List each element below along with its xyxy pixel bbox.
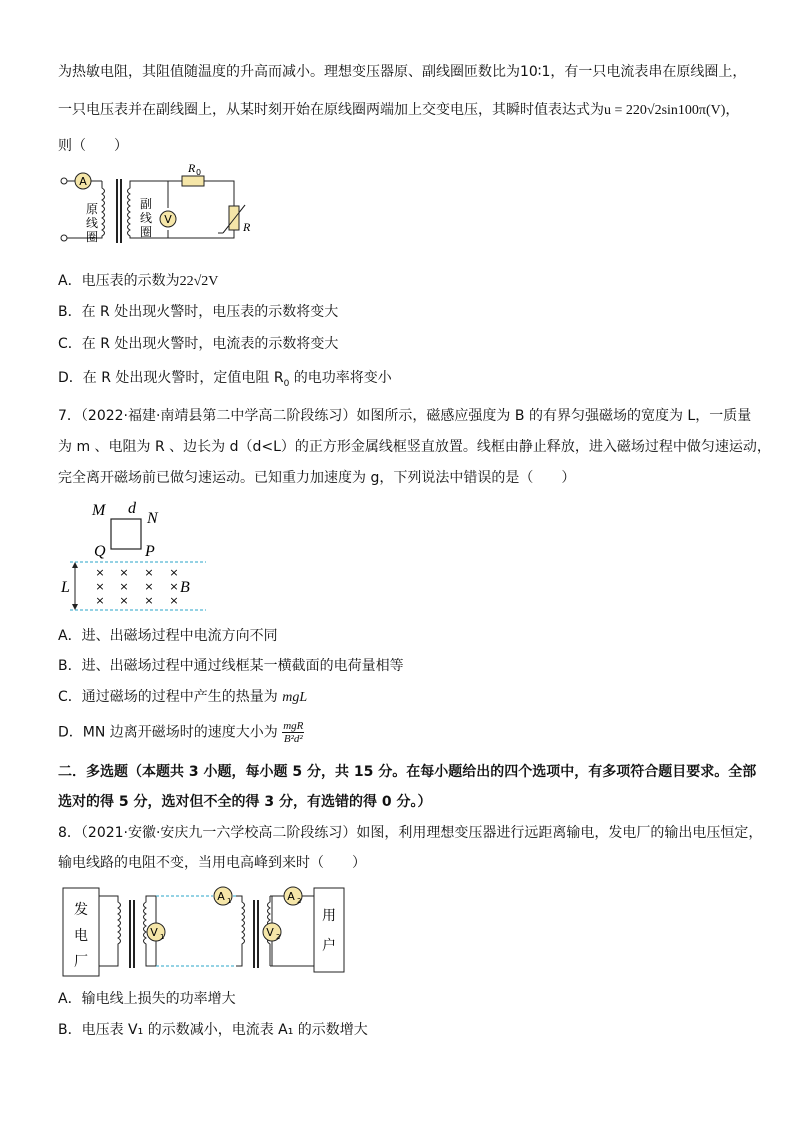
- q7-option-d-denominator: B²d²: [283, 733, 303, 745]
- q7-label-l: L: [61, 579, 70, 596]
- q6-r0-subscript: 0: [196, 168, 202, 177]
- q6-option-b: B．在 R 处出现火警时，电压表的示数将变大: [58, 304, 339, 320]
- q8-option-b: B．电压表 V₁ 的示数减小，电流表 A₁ 的示数增大: [58, 1022, 368, 1038]
- q8-plant-char-3: 厂: [74, 954, 88, 970]
- field-cross-0-3: ×: [169, 566, 179, 579]
- q7-label-d: d: [128, 500, 136, 517]
- q6-option-a-unit: V: [208, 274, 219, 289]
- q7-option-d-numerator: mgR: [283, 720, 304, 732]
- section-2-heading-line-1: 二．多选题（本题共 3 小题，每小题 5 分，共 15 分。在每小题给出的四个选项中，有多项符合题目要求。全部: [58, 764, 757, 780]
- q6-secondary-char-3: 圈: [140, 225, 153, 239]
- q6-formula-u: u = 220: [604, 103, 647, 118]
- q6-voltmeter-label: V: [164, 213, 172, 226]
- field-cross-1-1: ×: [119, 580, 129, 593]
- q6-primary-char-1: 原: [86, 202, 99, 216]
- field-cross-2-1: ×: [119, 594, 129, 607]
- q6-r-label: R: [243, 220, 251, 234]
- q7-label-p: P: [145, 543, 155, 560]
- q6-r0-label: R: [188, 163, 196, 175]
- q6-option-d-suffix: 的电功率将变小: [289, 370, 392, 386]
- q7-square-frame: [111, 519, 141, 549]
- q8-v1-subscript: 1: [160, 933, 165, 941]
- field-cross-1-0: ×: [95, 580, 105, 593]
- q8-a1-label: A: [217, 890, 225, 903]
- q6-formula-sqrt: √2: [646, 103, 662, 118]
- q7-option-d: [58, 720, 304, 745]
- q6-option-d-text: D．在 R 处出现火警时，定值电阻 R: [58, 370, 284, 386]
- q8-a2-label: A: [287, 890, 295, 903]
- q8-a1-subscript: 1: [227, 897, 232, 905]
- q8-a2-subscript: 2: [297, 897, 302, 905]
- q7-option-a: A．进、出磁场过程中电流方向不同: [58, 628, 278, 644]
- q7-option-c-value: mgL: [282, 690, 308, 705]
- q7-option-d-text: D．MN 边离开磁场时的速度大小为: [58, 724, 283, 741]
- q6-thermistor-r: [229, 206, 239, 230]
- q6-option-a-value: 22: [179, 274, 194, 289]
- section-2-heading-line-2: 选对的得 5 分，选对但不全的得 3 分，有选错的得 0 分。）: [58, 794, 432, 810]
- q8-v2-label: V: [266, 926, 274, 939]
- q7-text-line-1: 7．（2022·福建·南靖县第二中学高二阶段练习）如图所示，磁感应强度为 B 的有界匀强磁场的宽度为 L，一质量: [58, 408, 752, 424]
- q6-formula-rest: sin100π(V)，: [661, 103, 740, 118]
- q6-primary-char-2: 线: [86, 216, 99, 230]
- q7-option-c: [58, 687, 307, 708]
- q7-option-c-text: C．通过磁场的过程中产生的热量为: [58, 689, 283, 705]
- q8-option-a: A．输电线上损失的功率增大: [58, 991, 236, 1007]
- q8-user-box: [314, 888, 344, 972]
- q8-plant-char-2: 电: [74, 928, 88, 944]
- field-cross-1-2: ×: [144, 580, 154, 593]
- q6-text-line-1: 为热敏电阻，其阻值随温度的升高而减小。理想变压器原、副线圈匝数比为10∶1，有一只电流表串在原线圈上，: [58, 64, 747, 80]
- q8-transmission-diagram: [58, 882, 358, 982]
- q8-v1-label: V: [150, 926, 158, 939]
- q7-text-line-3: 完全离开磁场前已做匀速运动。已知重力加速度为 g，下列说法中错误的是（ ）: [58, 470, 576, 486]
- q7-text-line-2: 为 m 、电阻为 R 、边长为 d（d<L）的正方形金属线框竖直放置。线框由静止释放，进入磁场过程中做匀速运动，: [58, 439, 771, 455]
- q8-text-line-2: 输电线路的电阻不变，当用电高峰到来时（ ）: [58, 855, 366, 871]
- q6-option-a-sqrt: √2: [193, 274, 209, 289]
- q7-option-b: B．进、出磁场过程中通过线框某一横截面的电荷量相等: [58, 658, 404, 674]
- q7-label-m: M: [92, 502, 106, 519]
- q6-option-a-text: A．电压表的示数为: [58, 273, 180, 289]
- q6-resistor-r0: [182, 176, 204, 186]
- field-cross-2-3: ×: [169, 594, 179, 607]
- q6-option-a: [58, 271, 218, 292]
- field-cross-0-0: ×: [95, 566, 105, 579]
- q6-text-line-3: 则（ ）: [58, 138, 128, 154]
- q8-text-line-1: 8．（2021·安徽·安庆九一六学校高二阶段练习）如图，利用理想变压器进行远距离输电，发电厂的输出电压恒定，: [58, 825, 763, 841]
- q7-magnetic-field-diagram: [58, 498, 218, 616]
- field-cross-0-2: ×: [144, 566, 154, 579]
- q6-circuit-diagram: [58, 163, 268, 263]
- q8-user-char-2: 户: [322, 938, 336, 954]
- q7-option-d-fraction: [282, 720, 304, 745]
- field-cross-0-1: ×: [119, 566, 129, 579]
- q6-text-line-2: [58, 100, 739, 121]
- q6-secondary-char-2: 线: [140, 211, 153, 225]
- q7-label-n: N: [147, 510, 158, 527]
- q6-primary-char-3: 圈: [86, 230, 99, 244]
- field-cross-2-2: ×: [144, 594, 154, 607]
- q8-plant-char-1: 发: [74, 902, 88, 918]
- q6-option-d-subscript: 0: [283, 378, 290, 389]
- q7-label-b: B: [180, 579, 190, 596]
- q7-label-q: Q: [94, 543, 106, 560]
- field-cross-1-3: ×: [169, 580, 179, 593]
- q8-user-char-1: 用: [322, 908, 336, 924]
- field-cross-2-0: ×: [95, 594, 105, 607]
- q6-secondary-char-1: 副: [140, 197, 153, 211]
- q6-ammeter-label: A: [79, 175, 87, 188]
- q7-field-crosses: [95, 566, 178, 607]
- q6-option-c: C．在 R 处出现火警时，电流表的示数将变大: [58, 336, 339, 352]
- q6-option-d: [58, 368, 392, 394]
- q6-text-line-2-main: 一只电压表并在副线圈上，从某时刻开始在原线圈两端加上交变电压，其瞬时值表达式为: [58, 102, 604, 118]
- q8-v2-subscript: 2: [276, 933, 281, 941]
